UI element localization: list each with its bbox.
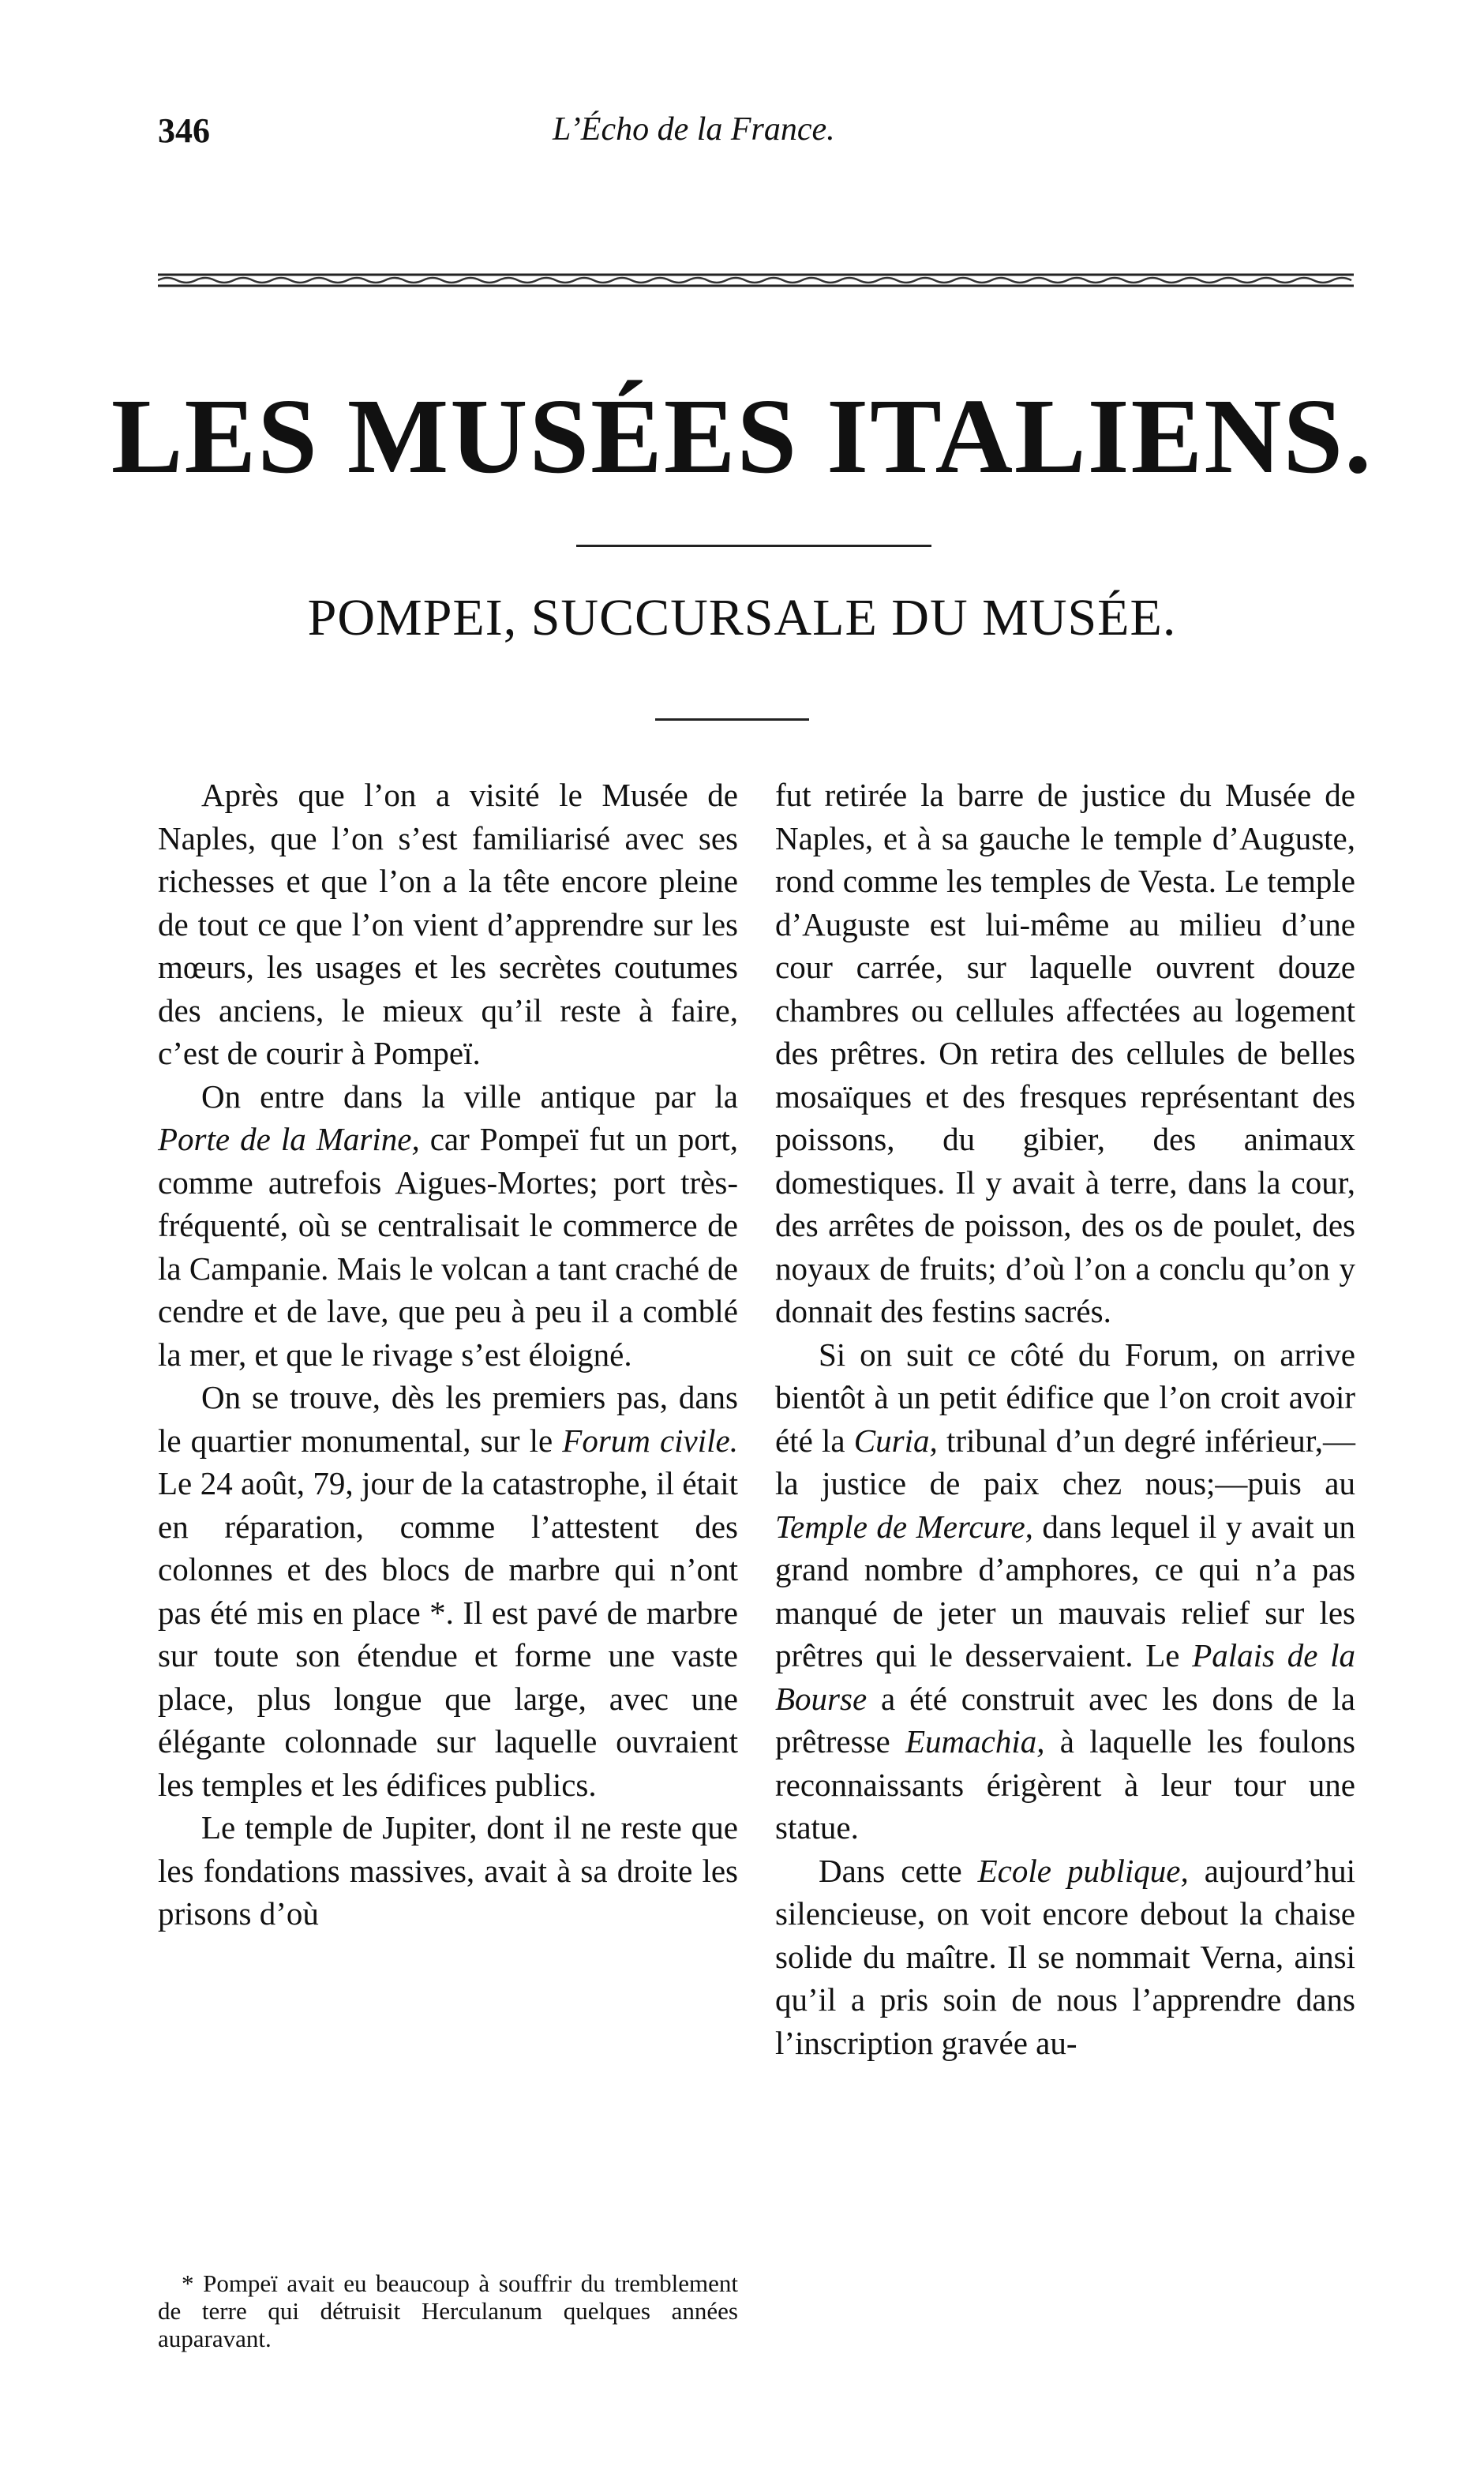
footnote: * Pompeï avait eu beaucoup à souffrir du tremblement de terre qui détruisit Herculanum quelques années auparavant. xyxy=(158,2269,738,2352)
paragraph: On entre dans la ville antique par la Porte de la Marine, car Pompeï fut un port, comme autrefois Aigues-Mortes; port très-fréquenté, où se centralisait le commerce de la Campanie. Mais le volcan a tant craché de cendre et de lave, que peu à peu il a comblé la mer, et que le rivage s’est éloigné. xyxy=(158,1077,738,1373)
article-subtitle: POMPEI, SUCCURSALE DU MUSÉE. xyxy=(307,589,1177,646)
paragraph: Après que l’on a visité le Musée de Naples, que l’on s’est familiarisé avec ses richesses et que l’on a la tête encore pleine de tout ce que l’on vient d’apprendre sur les mœurs, les usages et les secrètes coutumes des anciens, le mieux qu’il reste à faire, c’est de courir à Pompeï. xyxy=(158,777,738,1071)
paragraph: On se trouve, dès les premiers pas, dans le quartier monumental, sur le Forum civile. Le 24 août, 79, jour de la catastrophe, il était en réparation, comme l’attestent des colonnes et des blocs de marbre qui n’ont pas été mis en place *. Il est pavé de marbre sur toute son étendue et forme une vaste place, plus longue que large, avec une élégante colonnade sur laquelle ouvraient les temples et les édifices publics. xyxy=(158,1379,738,1803)
paragraph: Si on suit ce côté du Forum, on arrive bientôt à un petit édifice que l’on croit avoir été la Curia, tribunal d’un degré inférieur,—la justice de paix chez nous;—puis au Temple de Mercure, dans lequel il y avait un grand nombre d’amphores, ce qui n’a pas manqué de jeter un mauvais relief sur les prêtres qui le desservaient. Le Palais de la Bourse a été construit avec les dons de la prêtresse Eumachia, à laquelle les foulons reconnaissants érigèrent à leur tour une statue. xyxy=(775,1336,1356,1846)
paragraph: Dans cette Ecole publique, aujourd’hui silencieuse, on voit encore debout la chaise solide du maître. Il se nommait Verna, ainsi qu’il a pris soin de nous l’apprendre dans l’inscription gravée au- xyxy=(775,1852,1355,2061)
running-head: L’Écho de la France. xyxy=(553,111,835,148)
article-title: LES MUSÉES ITALIENS. xyxy=(111,377,1373,496)
right-column xyxy=(775,774,1355,2064)
ornamental-rule xyxy=(158,272,1354,288)
subtitle-divider xyxy=(655,718,809,721)
running-header xyxy=(0,111,1484,166)
paragraph: fut retirée la barre de justice du Musée de Naples, et à sa gauche le temple d’Auguste, rond comme les temples de Vesta. Le temple d’Auguste est lui-même au milieu d’une cour carrée, sur laquelle ouvrent douze chambres ou cellules affectées au logement des prêtres. On retira des cellules de belles mosaïques et des fresques représentant des poissons, du gibier, des animaux domestiques. Il y avait à terre, dans la cour, des arrêtes de poisson, des os de poulet, des noyaux de fruits; d’où l’on a conclu qu’on y donnait des festins sacrés. xyxy=(775,777,1355,1329)
left-column xyxy=(158,774,738,1936)
title-divider xyxy=(576,545,931,547)
page-number: 346 xyxy=(158,111,210,150)
paragraph: Le temple de Jupiter, dont il ne reste que les fondations massives, avait à sa droite les prisons d’où xyxy=(158,1809,738,1932)
